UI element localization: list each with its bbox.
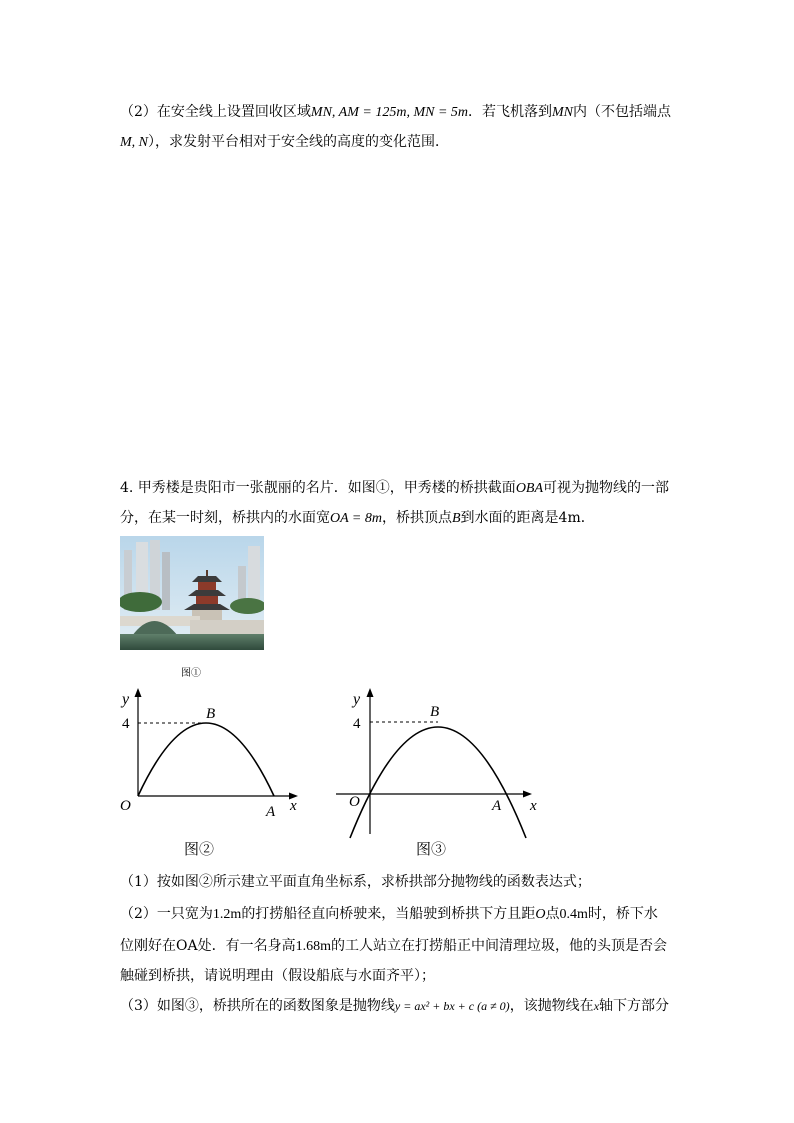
text: 4m． [558,510,595,526]
math: B [451,511,461,526]
math: MN, AM = 125m, MN = 5m [310,105,468,120]
text: ，该抛物线在 [509,998,594,1014]
text: （2）一只宽为 [120,906,213,922]
text: 4. 甲秀楼是贵阳市一张靓丽的名片．如图①，甲秀楼的桥拱截面 [120,480,516,496]
y-label: y [122,691,130,708]
figure3-graph [336,684,546,840]
x-axis-arrow [523,791,532,798]
tick-4: 4 [353,716,361,732]
figure2-caption: 图② [184,840,215,858]
tick-4: 4 [122,716,130,732]
text: （2）在安全线上设置回收区域 [120,104,311,120]
text: 的打捞船径直向桥驶来，当船驶到桥拱下方且距 [241,906,536,922]
text: ），求发射平台相对于安全线的高度的变化范围． [148,134,449,150]
figure1-caption: 图① [181,668,201,679]
part2-line1 [120,102,671,123]
x-label: x [290,798,297,814]
vertex-label: B [206,706,216,722]
part2-line2 [120,132,449,153]
text: 可视为抛物线的一部 [543,480,670,496]
parabola [350,727,526,838]
math: MN [552,105,573,120]
text: 位刚好在OA处．有一名身高 [120,938,296,954]
math: OBA [515,481,544,496]
text: 时，桥下水 [587,906,658,922]
figure2-graph [112,684,312,824]
math: M, N [120,135,148,150]
jiaxiu-tower-photo [120,536,264,650]
text: 分，在某一时刻，桥拱内的水面宽 [120,510,330,526]
y-label: y [353,691,361,708]
text: ．若飞机落到 [468,104,552,120]
math: 1.68m [295,939,331,954]
text: 点 [545,906,560,922]
sub3-line [120,996,669,1016]
math: OA = 8m [330,511,382,526]
q4-line2 [120,508,595,529]
y-axis-arrow [367,688,374,697]
origin-label: O [349,794,360,810]
text: 轴下方部分 [599,998,670,1014]
math: 1.2m [212,907,242,922]
text: （3）如图③，桥拱所在的函数图象是抛物线 [120,998,395,1014]
text: 到水面的距离是 [460,510,559,526]
y-axis-arrow [135,688,142,697]
point-a-label: A [492,798,502,814]
sub2-line3: 触碰到桥拱，请说明理由（假设船底与水面齐平）； [120,968,435,984]
photo-illustration [120,536,264,650]
math: 0.4m [559,907,588,922]
origin-label: O [120,798,131,814]
figure3-caption: 图③ [416,840,447,858]
text: ，桥拱顶点 [381,510,452,526]
math: x [593,999,600,1013]
vertex-label: B [430,704,440,720]
text: 内（不包括端点 [573,104,671,120]
sub2-line1 [120,904,658,925]
x-label: x [530,798,537,814]
text: 的工人站立在打捞船正中间清理垃圾，他的头顶是否会 [330,938,667,954]
sub2-line2 [120,936,667,957]
math: y = ax² + bx + c (a ≠ 0) [394,999,510,1013]
math: O [535,907,546,922]
point-a-label: A [266,804,276,820]
sub1-line: （1）按如图②所示建立平面直角坐标系，求桥拱部分抛物线的函数表达式； [120,874,591,890]
q4-line1 [120,478,669,499]
parabola [138,723,274,796]
